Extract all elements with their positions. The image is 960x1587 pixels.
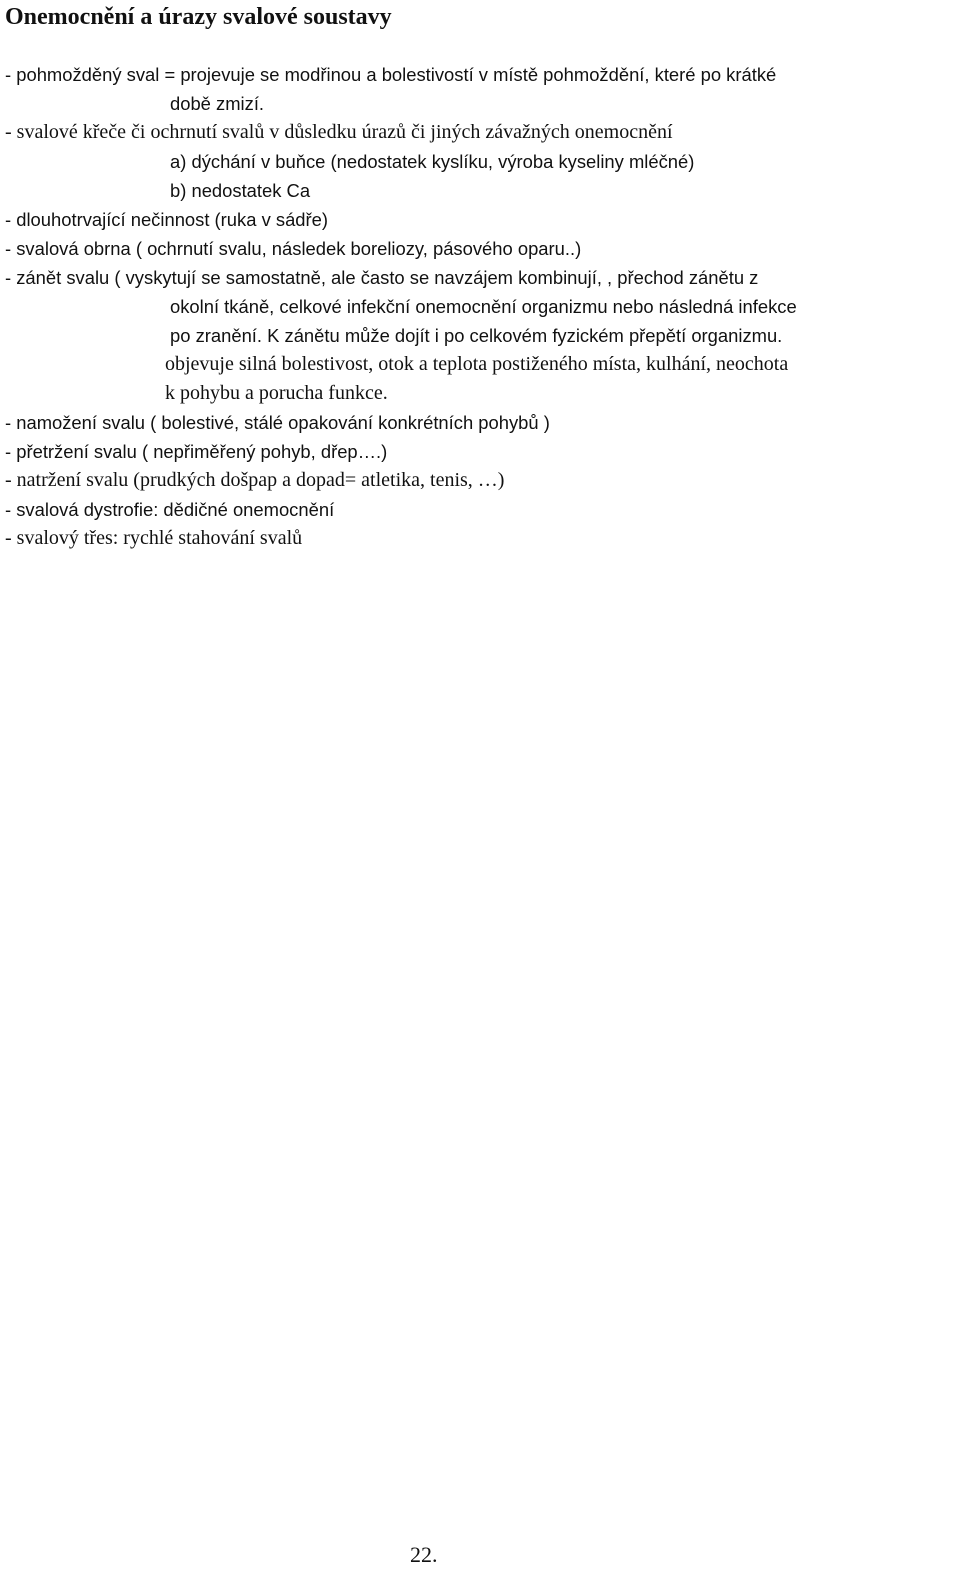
line-svalova-obrna: - svalová obrna ( ochrnutí svalu, následek boreliozy, pásového oparu..)	[5, 238, 582, 259]
line-nedostatek-ca: b) nedostatek Ca	[170, 180, 311, 201]
page-title: Onemocnění a úrazy svalové soustavy	[5, 4, 392, 30]
line-pohmozdeny-sval: - pohmožděný sval = projevuje se modřinou a bolestivostí v místě pohmoždění, které po krátké	[5, 64, 777, 85]
line-svalove-krece: - svalové křeče či ochrnutí svalů v důsledku úrazů či jiných závažných onemocnění	[5, 121, 673, 143]
line-svalova-dystrofie: - svalová dystrofie: dědičné onemocnění	[5, 499, 335, 520]
line-dlouhotrvajici-necinnost: - dlouhotrvající nečinnost (ruka v sádře)	[5, 209, 329, 230]
line-zanet-svalu-cont-4: k pohybu a porucha funkce.	[165, 382, 388, 404]
line-svalovy-tres: - svalový třes: rychlé stahování svalů	[5, 527, 303, 549]
line-pohmozdeny-sval-cont: době zmizí.	[170, 93, 265, 114]
line-pretrzeni-svalu: - přetržení svalu ( nepřiměřený pohyb, dřep….)	[5, 441, 388, 462]
line-natrzeni-svalu: - natržení svalu (prudkých došpap a dopad= atletika, tenis, …)	[5, 469, 505, 491]
line-zanet-svalu-cont-3: objevuje silná bolestivost, otok a teplota postiženého místa, kulhání, neochota	[165, 353, 789, 375]
line-zanet-svalu-cont-1: okolní tkáně, celkové infekční onemocnění organizmu nebo následná infekce	[170, 296, 797, 317]
page-number: 22.	[410, 1542, 438, 1567]
line-zanet-svalu-cont-2: po zranění. K zánětu může dojít i po celkovém fyzickém přepětí organizmu.	[170, 325, 783, 346]
line-dychani-v-bunce: a) dýchání v buňce (nedostatek kyslíku, výroba kyseliny mléčné)	[170, 151, 695, 172]
document-body	[5, 60, 953, 553]
line-zanet-svalu: - zánět svalu ( vyskytují se samostatně, ale často se navzájem kombinují, , přechod zánětu z	[5, 267, 759, 288]
line-namozeni-svalu: - namožení svalu ( bolestivé, stálé opakování konkrétních pohybů )	[5, 412, 550, 433]
